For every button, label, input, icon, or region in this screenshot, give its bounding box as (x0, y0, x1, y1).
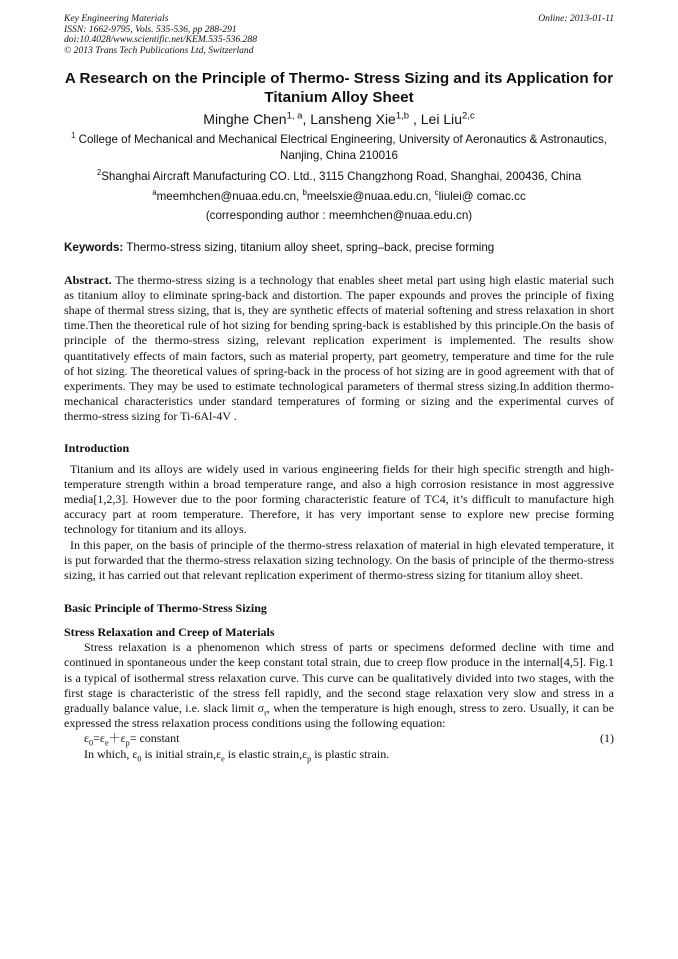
email-link[interactable]: meemhchen@nuaa.edu.cn, (156, 189, 303, 203)
explanation-text: is elastic strain,ε (224, 746, 308, 761)
email-link[interactable]: meelsxie@nuaa.edu.cn, (306, 189, 435, 203)
keywords-text: Thermo-stress sizing, titanium alloy sheet, spring–back, precise forming (123, 240, 495, 254)
author-name: Minghe Chen (203, 111, 287, 127)
subscript: e (104, 738, 109, 748)
explanation-text: is plastic strain. (311, 746, 390, 761)
email-sup: a (152, 187, 157, 197)
author-name: , Lei Liu (409, 111, 463, 127)
journal-name: Key Engineering Materials (64, 13, 169, 24)
author-list (64, 110, 614, 128)
abstract-label: Abstract. (64, 272, 112, 287)
section-heading-basic-principle: Basic Principle of Thermo-Stress Sizing (64, 601, 267, 616)
doi-line: doi:10.4028/www.scientific.net/KEM.535-536.288 (64, 34, 258, 45)
abstract (64, 273, 614, 425)
issn-line: ISSN: 1662-9795, Vols. 535-536, pp 288-291 (64, 23, 237, 35)
affiliation-number: 2 (96, 168, 102, 178)
paper-page (64, 14, 614, 762)
affiliation-text: Shanghai Aircraft Manufacturing CO. Ltd., 3115 Changzhong Road, Shanghai, 200436, China (101, 170, 582, 183)
author-sup: 1, a (286, 110, 303, 122)
author-sup: 2,c (462, 110, 475, 122)
email-link[interactable]: liulei@ comac.cc (438, 189, 526, 203)
subscript: 0 (137, 753, 142, 763)
explanation-text: is initial strain,ε (141, 746, 222, 761)
equation-number: (1) (600, 731, 614, 746)
paragraph-text: , when the temperature is high enough, stress to zero. Usually, it can be expressed the stress relaxation process conditions using the following equation: (64, 700, 614, 731)
author-name: , Lansheng Xie (302, 111, 396, 127)
equation-1 (64, 731, 614, 746)
explanation-text: In which, ε (84, 746, 138, 761)
email-sup: c (434, 187, 439, 197)
affiliation-2 (64, 169, 614, 185)
keywords-label: Keywords: (64, 240, 124, 254)
online-date: Online: 2013-01-11 (538, 13, 614, 24)
equation-part: =ε (93, 731, 105, 746)
affiliation-1 (64, 132, 614, 163)
intro-paragraph-2: In this paper, on the basis of principle of the thermo-stress relaxation of material in high elevated temperature, it is put forwarded that the thermo-stress relaxation sizing technology. On the basis of principle of the thermo-stress sizing, it has carried out that relevant replication experiment of thermo-stress sizing for titanium alloy sheet. (64, 537, 614, 582)
stress-relaxation-paragraph (64, 640, 614, 731)
email-list (64, 189, 614, 205)
subscript: r (264, 708, 267, 718)
equation-part: = constant (129, 731, 180, 746)
intro-paragraph-1: Titanium and its alloys are widely used in various engineering fields for their high specific strength and high-temperature strength within a broad temperature range, and also a high corrosion resistance in most aggressive media[1,2,3]. However due to the poor forming characteristic feature of TC4, it’s difficult to manufacture high accuracy part at room temperature. Therefore, it has very important sense to explore new precise forming technology for titanium and its alloys. (64, 461, 614, 537)
subscript: p (307, 753, 312, 763)
affiliation-text: College of Mechanical and Mechanical Electrical Engineering, University of Aeronautics & Astronautics, Nanjing, China 210016 (75, 133, 608, 162)
subsection-heading-stress-relaxation: Stress Relaxation and Creep of Materials (64, 625, 275, 640)
paragraph-text: Stress relaxation is a phenomenon which stress of parts or specimens deformed decline with time and continued in spontaneous under the keep constant total strain, due to creep flow produce in the internal[4,5]. Fig.1 is a typical of isothermal stress relaxation curve. This curve can be qualitatively divided into two stages, with the first stage is characteristic of the stress fell rapidly, and the second stage relaxation very slow and stress in a gradually balance value, i.e. slack limit σ (64, 640, 614, 715)
equation-part: ＋ε (108, 731, 126, 746)
email-sup: b (302, 187, 307, 197)
subscript: p (125, 738, 130, 748)
subscript: 0 (89, 738, 94, 748)
paper-title: A Research on the Principle of Thermo- Stress Sizing and its Application for Titanium Alloy Sheet (64, 70, 614, 106)
equation-explanation (64, 747, 614, 762)
abstract-text: The thermo-stress sizing is a technology that enables sheet metal part using high elastic material such as titanium alloy to eliminate spring-back and distortion. The paper expounds and proves the principle of fixing shape of thermal stress sizing, that is, they are synthetic effects of material softening and stress relaxation in short time.Then the theoretical rule of hot sizing for bending spring-back is established by this principle.On the basis of principle of the thermo-stress sizing, relevant replication experiment is implemented. The results show quantitatively effects of main factors, such as material property, part geometry, temperature and time for the rule of hot sizing. The theoretical values of spring-back in the process of hot sizing are in good agreement with that of experiments. They may be used to estimate technological parameters of thermal stress sizing.In addition thermo-mechanical characteristics under standard temperatures of forming or sizing and the experimental curves of thermo-stress sizing for Ti-6Al-4V . (64, 272, 614, 424)
affiliation-number: 1 (70, 131, 76, 141)
equation-part: ε (84, 731, 90, 746)
keywords (64, 240, 614, 255)
copyright-line: © 2013 Trans Tech Publications Ltd, Switzerland (64, 44, 254, 56)
author-sup: 1,b (395, 110, 410, 122)
subscript: e (221, 753, 225, 763)
section-heading-introduction: Introduction (64, 440, 130, 455)
corresponding-author: (corresponding author : meemhchen@nuaa.edu.cn) (205, 209, 473, 222)
